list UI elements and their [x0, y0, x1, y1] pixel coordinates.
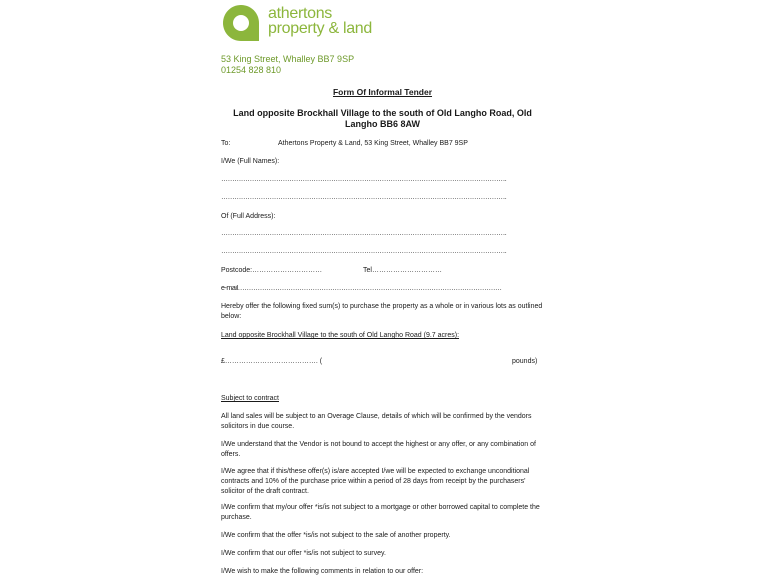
address-line-2: ………………………………………………………………………………………………………………….: [221, 248, 507, 255]
brand-sub: property & land: [268, 20, 373, 37]
not-bound-paragraph: I/We understand that the Vendor is not bound to accept the highest or any offer, or any combination of offers.: [221, 441, 536, 458]
mortgage-paragraph: I/We confirm that my/our offer *is/is not subject to a mortgage or other borrowed capital to complete the purchase.: [221, 504, 540, 521]
phone-line: 01254 828 810: [221, 65, 282, 75]
names-line-1: ………………………………………………………………………………………………………………….: [221, 176, 507, 183]
address-line: 53 King Street, Whalley BB7 9SP: [221, 54, 355, 64]
survey-paragraph: I/We confirm that our offer *is/is not subject to survey.: [221, 550, 386, 557]
form-title: Form Of Informal Tender: [332, 87, 433, 97]
contract-heading: Subject to contract: [221, 395, 279, 402]
comments-paragraph: I/We wish to make the following comments in relation to our offer:: [221, 568, 424, 575]
amount-line: £…………………………………. (: [221, 358, 323, 365]
email-field: e-mail…………………………………………………………………………………………………………: [221, 285, 502, 292]
address-label: Of (Full Address):: [221, 213, 276, 220]
offer-text: Hereby offer the following fixed sum(s) to purchase the property as a whole or in various lots as outlined below:: [221, 303, 543, 320]
leaf-icon: [221, 3, 261, 43]
tel-field: Tel…………………………: [363, 267, 442, 274]
pounds-label: pounds): [512, 358, 538, 365]
to-label: To:: [221, 140, 231, 147]
sale-paragraph: I/We confirm that the offer *is/is not subject to the sale of another property.: [221, 532, 451, 539]
names-label: I/We (Full Names):: [221, 158, 280, 165]
company-address: [221, 54, 354, 76]
names-line-2: ………………………………………………………………………………………………………………….: [221, 194, 507, 201]
overage-paragraph: All land sales will be subject to an Overage Clause, details of which will be confirmed by the vendors solicitors in due course.: [221, 413, 532, 430]
address-line-1: ………………………………………………………………………………………………………………….: [221, 230, 507, 237]
to-value: Athertons Property & Land, 53 King Street, Whalley BB7 9SP: [278, 140, 468, 147]
athertons-logo: [221, 2, 421, 44]
brand-name: athertons: [268, 5, 333, 22]
exchange-paragraph: I/We agree that if this/these offer(s) is/are accepted I/we will be expected to exchange unconditional contracts and 10% of the purchase price within a period of 28 days from receipt by the purchasers' solicitor of the draft contract.: [221, 468, 530, 495]
postcode-field: Postcode:…………………………: [221, 267, 323, 274]
form-subtitle: Land opposite Brockhall Village to the south of Old Langho Road, Old Langho BB6 8AW: [233, 108, 532, 129]
lot-heading: Land opposite Brockhall Village to the south of Old Langho Road (9.7 acres):: [221, 332, 460, 339]
